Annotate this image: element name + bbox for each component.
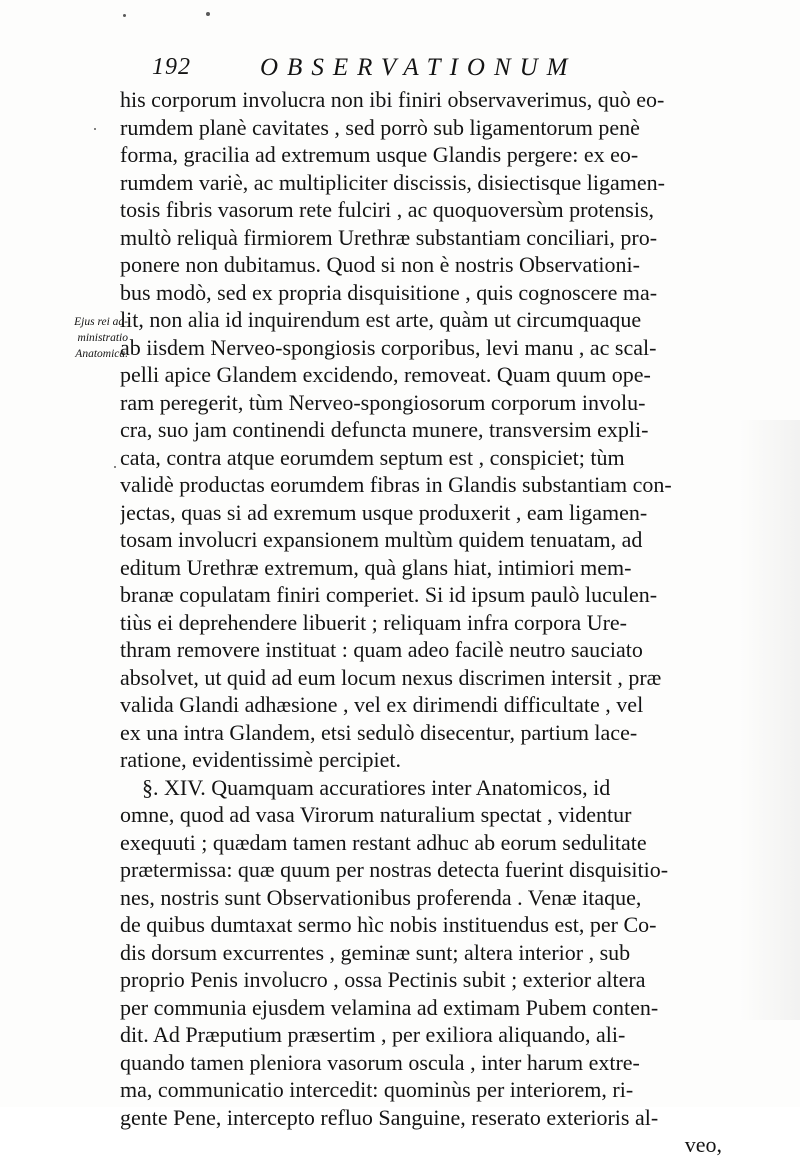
text-line: tiùs ei deprehendere libuerit ; reliquam infra corpora Ure-	[120, 609, 627, 635]
text-line: rumdem variè, ac multipliciter discissis, disiectisque ligamen-	[120, 169, 665, 195]
text-line: lit, non alia id inquirendum est arte, quàm ut circumquaque	[120, 307, 642, 332]
ink-speck	[114, 466, 116, 468]
text-line: jectas, quas si ad exremum usque produxerit , eam ligamen-	[120, 499, 648, 525]
text-line: rumdem planè cavitates , sed porrò sub ligamentorum penè	[120, 114, 640, 140]
catchword: veo,	[684, 1132, 722, 1157]
text-line: editum Urethræ extremum, quà glans hiat, intimiori mem-	[120, 554, 632, 580]
text-line: gente Pene, intercepto refluo Sanguine, reserato exterioris al-	[120, 1104, 659, 1130]
ink-speck	[206, 12, 210, 16]
ink-speck	[123, 14, 126, 17]
text-line: de quibus dumtaxat sermo hìc nobis instituendus est, per Co-	[120, 912, 657, 937]
text-line: tosis fibris vasorum rete fulciri , ac quoquoversùm protensis,	[120, 197, 655, 222]
text-line: validè productas eorumdem fibras in Glandis substantiam con-	[120, 472, 672, 497]
text-line: cata, contra atque eorumdem septum est , conspiciet; tùm	[120, 444, 625, 470]
margin-note-line: Anatomica.	[75, 348, 128, 360]
margin-note-line: Ejus rei ad-	[74, 316, 128, 328]
text-line: ab iisdem Nerveo-spongiosis corporibus, levi manu , ac scal-	[120, 334, 657, 360]
text-line: multò reliquà firmiorem Urethræ substantiam conciliari, pro-	[120, 224, 658, 250]
text-line: branæ copulatam finiri comperiet. Si id ipsum paulò luculen-	[120, 582, 658, 607]
text-line: dit. Ad Præputium præsertim , per exiliora aliquando, ali-	[120, 1022, 626, 1047]
text-line: exequuti ; quædam tamen restant adhuc ab eorum sedulitate	[120, 829, 647, 855]
text-line: prætermissa: quæ quum per nostras detecta fuerint disquisitio-	[120, 857, 669, 882]
text-line: omne, quod ad vasa Virorum naturalium spectat , videntur	[120, 802, 632, 827]
text-line: his corporum involucra non ibi finiri observaverimus, quò eo-	[120, 87, 665, 112]
text-line: ratione, evidentissimè percipiet.	[120, 747, 402, 772]
text-line: proprio Penis involucro , ossa Pectinis subit ; exterior altera	[120, 967, 646, 992]
text-line: tosam involucri expansionem multùm quidem tenuatam, ad	[120, 527, 643, 552]
body-text	[120, 86, 760, 1159]
margin-note-line: ministratio	[77, 332, 128, 344]
page-number: 192	[152, 54, 191, 80]
text-line: absolvet, ut quid ad eum locum nexus discrimen intersit , præ	[120, 664, 662, 690]
text-line: quando tamen pleniora vasorum oscula , inter harum extre-	[120, 1049, 640, 1075]
text-line: pelli apice Glandem excidendo, removeat. Quam quum ope-	[120, 362, 651, 387]
text-line: ma, communicatio intercedit: quominùs per interiorem, ri-	[120, 1077, 634, 1102]
running-title: OBSERVATIONUM	[260, 54, 577, 81]
text-line: ex una intra Glandem, etsi sedulò disecentur, partium lace-	[120, 719, 638, 745]
ink-speck	[94, 128, 96, 130]
text-line: ponere non dubitamus. Quod si non è nostris Observationi-	[120, 252, 640, 277]
text-line: dis dorsum excurrentes , geminæ sunt; altera interior , sub	[120, 939, 631, 965]
text-line: nes, nostris sunt Observationibus proferenda . Venæ itaque,	[120, 884, 642, 910]
margin-note	[8, 314, 128, 362]
text-line: ram peregerit, tùm Nerveo-spongiosorum corporum involu-	[120, 389, 646, 415]
text-line: valida Glandi adhæsione , vel ex dirimendi difficultate , vel	[120, 692, 644, 717]
section-heading-line: §. XIV. Quamquam accuratiores inter Anatomicos, id	[142, 774, 611, 800]
text-line: forma, gracilia ad extremum usque Glandis pergere: ex eo-	[120, 142, 639, 167]
text-line: per communia ejusdem velamina ad extimam Pubem conten-	[120, 994, 659, 1020]
text-line: thram removere instituat : quam adeo facilè neutro sauciato	[120, 637, 643, 662]
page-header	[150, 50, 770, 86]
text-line: cra, suo jam continendi defuncta munere, transversim expli-	[120, 417, 649, 442]
text-line: bus modò, sed ex propria disquisitione , quis cognoscere ma-	[120, 279, 658, 305]
